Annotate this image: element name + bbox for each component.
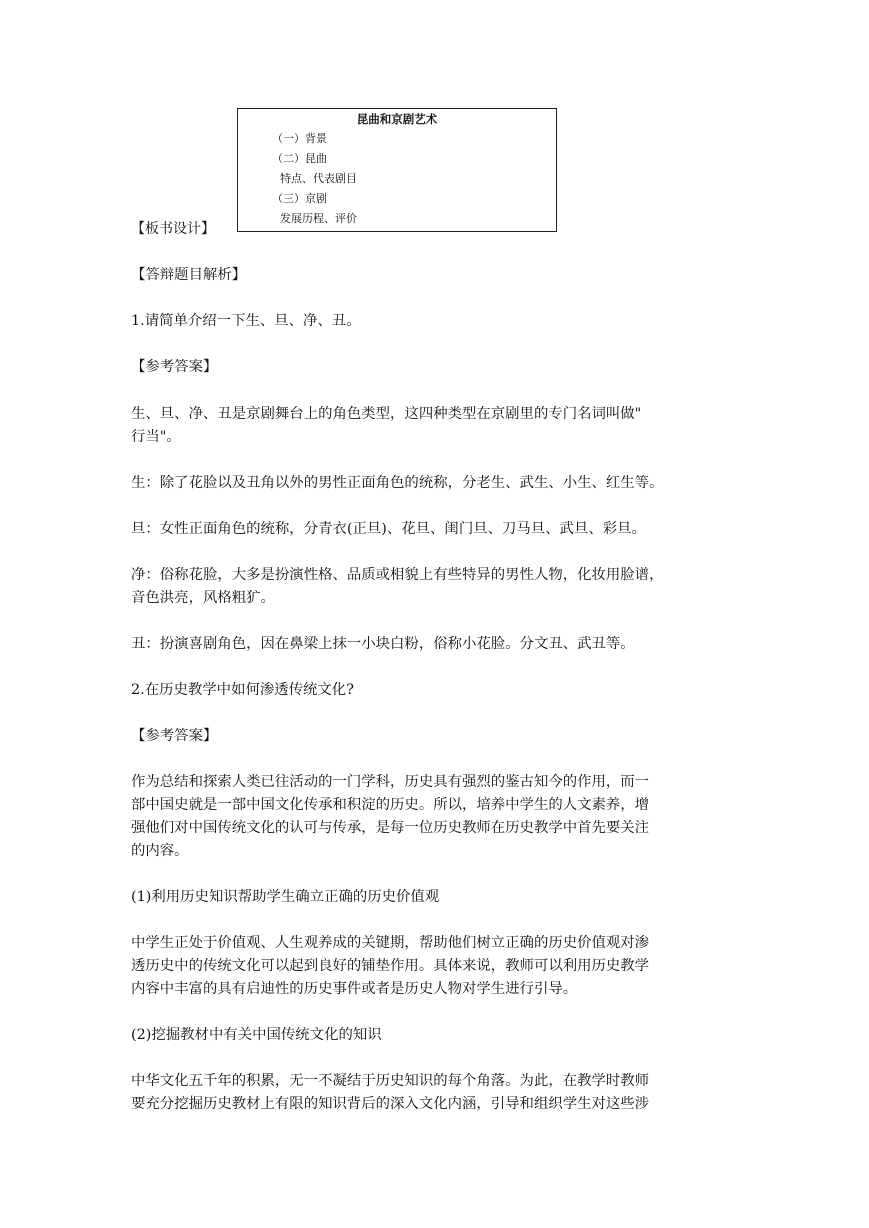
answer-2-point-2-heading: (2)挖掘教材中有关中国传统文化的知识 <box>131 1027 382 1043</box>
question-1: 1.请简单介绍一下生、旦、净、丑。 <box>131 313 361 329</box>
answer-2-point-2-line-1: 中华文化五千年的积累，无一不凝结于历史知识的每个角落。为此，在教学时教师 <box>131 1073 650 1089</box>
answer-1-intro-line-1: 生、旦、净、丑是京剧舞台上的角色类型，这四种类型在京剧里的专门名词叫做" <box>131 406 642 422</box>
answer-2-point-1-line-2: 透历史中的传统文化可以起到良好的铺垫作用。具体来说，教师可以利用历史教学 <box>131 958 650 974</box>
board-design-label: 【板书设计】 <box>131 221 215 237</box>
analysis-heading: 【答辩题目解析】 <box>131 267 247 283</box>
answer-2-intro-line-4: 的内容。 <box>131 843 189 859</box>
reference-answer-heading-1: 【参考答案】 <box>131 359 218 375</box>
answer-2-point-1-heading: (1)利用历史知识帮助学生确立正确的历史价值观 <box>131 889 440 905</box>
board-line-kunqu: （二）昆曲 <box>272 152 327 165</box>
answer-2-point-1-line-1: 中学生正处于价值观、人生观养成的关键期，帮助他们树立正确的历史价值观对渗 <box>131 935 650 951</box>
answer-1-jing-line-1: 净：俗称花脸，大多是扮演性格、品质或相貌上有些特异的男性人物，化妆用脸谱， <box>131 567 664 583</box>
board-line-kunqu-detail: 特点、代表剧目 <box>280 172 357 185</box>
answer-2-intro-line-1: 作为总结和探索人类已往活动的一门学科，历史具有强烈的鉴古知今的作用，而一 <box>131 774 650 790</box>
answer-2-intro-line-3: 强他们对中国传统文化的认可与传承，是每一位历史教师在历史教学中首先要关注 <box>131 820 650 836</box>
board-line-jingju-detail: 发展历程、评价 <box>280 212 357 225</box>
answer-2-intro-line-2: 部中国史就是一部中国文化传承和积淀的历史。所以，培养中学生的人文素养，增 <box>131 797 650 813</box>
reference-answer-heading-2: 【参考答案】 <box>131 728 218 744</box>
board-line-background: （一）背景 <box>272 132 327 145</box>
answer-2-point-2-line-2: 要充分挖掘历史教材上有限的知识背后的深入文化内涵，引导和组织学生对这些涉 <box>131 1096 650 1112</box>
answer-1-dan: 旦：女性正面角色的统称，分青衣(正旦)、花旦、闺门旦、刀马旦、武旦、彩旦。 <box>131 521 646 537</box>
answer-1-sheng: 生：除了花脸以及丑角以外的男性正面角色的统称，分老生、武生、小生、红生等。 <box>131 475 664 491</box>
answer-1-jing-line-2: 音色洪亮，风格粗犷。 <box>131 590 275 606</box>
board-design <box>131 108 591 238</box>
board-design-box <box>237 108 557 232</box>
answer-1-chou: 丑：扮演喜剧角色，因在鼻梁上抹一小块白粉，俗称小花脸。分文丑、武丑等。 <box>131 636 635 652</box>
answer-2-point-1-line-3: 内容中丰富的具有启迪性的历史事件或者是历史人物对学生进行引导。 <box>131 981 578 997</box>
board-line-jingju: （三）京剧 <box>272 192 327 205</box>
question-2: 2.在历史教学中如何渗透传统文化? <box>131 682 354 698</box>
board-title: 昆曲和京剧艺术 <box>356 112 438 126</box>
answer-1-intro-line-2: 行当"。 <box>131 429 181 445</box>
